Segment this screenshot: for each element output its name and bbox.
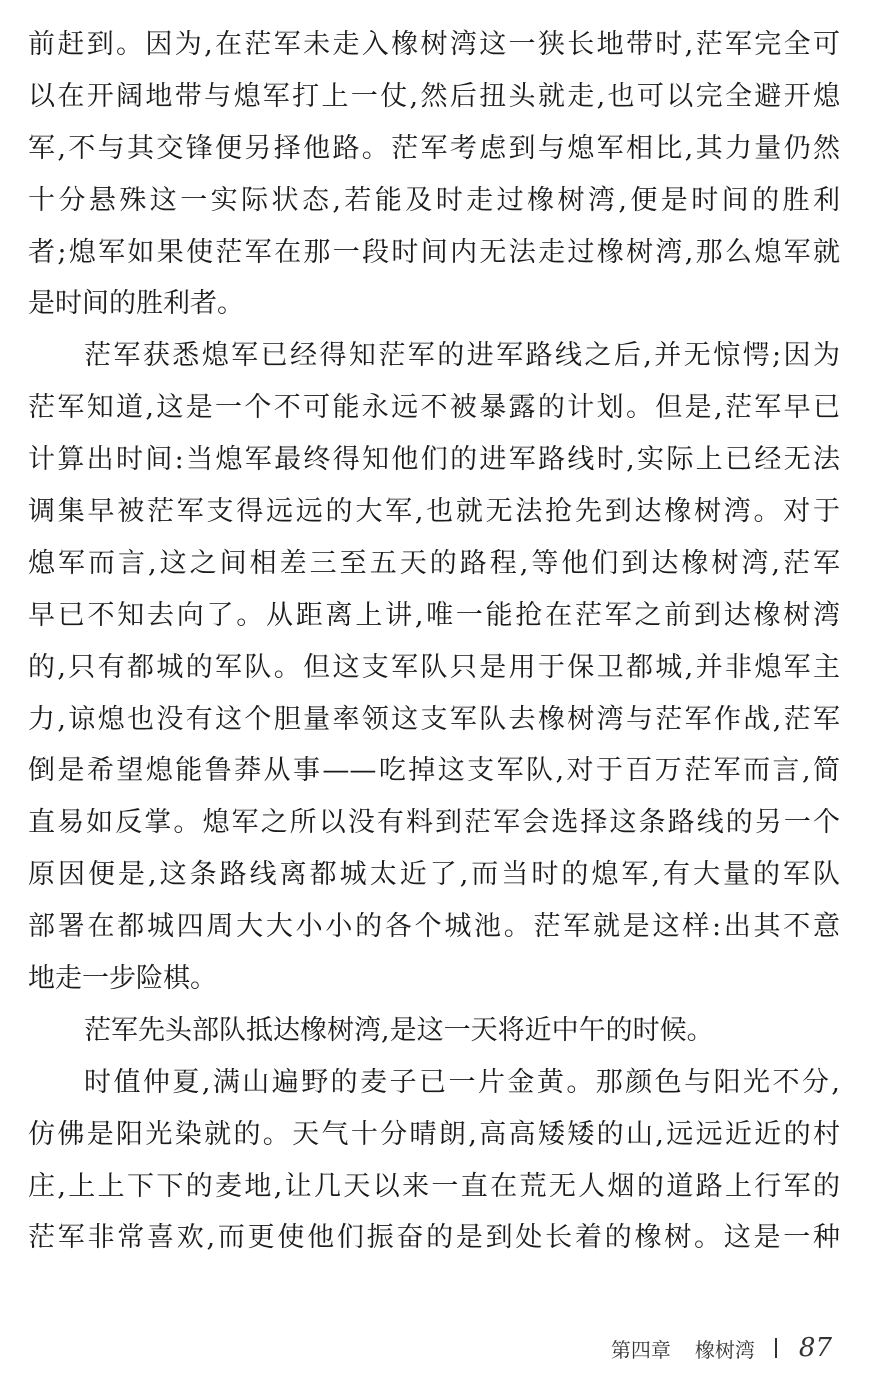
text-line: 庄,上上下下的麦地,让几天以来一直在荒无人烟的道路上行军的 (28, 1170, 840, 1202)
text-line: 茫军获悉熄军已经得知茫军的进军路线之后,并无惊愕;因为 (84, 340, 840, 372)
text-line: 茫军知道,这是一个不可能永远不被暴露的计划。但是,茫军早已 (28, 392, 840, 424)
text-line: 茫军非常喜欢,而更使他们振奋的是到处长着的橡树。这是一种 (28, 1222, 840, 1254)
chapter-label: 第四章 (610, 1337, 671, 1362)
text-line: 地走一步险棋。 (28, 963, 217, 995)
text-line: 茫军先头部队抵达橡树湾,是这一天将近中午的时候。 (84, 1014, 714, 1046)
footer-divider (775, 1338, 777, 1358)
body-text (28, 19, 840, 1264)
text-line: 计算出时间:当熄军最终得知他们的进军路线时,实际上已经无法 (28, 444, 840, 476)
text-line: 力,谅熄也没有这个胆量率领这支军队去橡树湾与茫军作战,茫军 (28, 703, 840, 735)
text-line: 十分悬殊这一实际状态,若能及时走过橡树湾,便是时间的胜利 (28, 184, 840, 216)
page-number: 87 (798, 1333, 832, 1363)
text-line: 时值仲夏,满山遍野的麦子已一片金黄。那颜色与阳光不分, (84, 1066, 840, 1098)
text-line: 是时间的胜利者。 (28, 288, 244, 320)
text-line: 直易如反掌。熄军之所以没有料到茫军会选择这条路线的另一个 (28, 807, 840, 839)
text-line: 仿佛是阳光染就的。天气十分晴朗,高高矮矮的山,远远近近的村 (28, 1118, 840, 1150)
text-line: 者;熄军如果使茫军在那一段时间内无法走过橡树湾,那么熄军就 (28, 236, 840, 268)
text-line: 以在开阔地带与熄军打上一仗,然后扭头就走,也可以完全避开熄 (28, 80, 840, 112)
text-line: 军,不与其交锋便另择他路。茫军考虑到与熄军相比,其力量仍然 (28, 132, 840, 164)
chapter-title: 橡树湾 (694, 1337, 755, 1362)
text-line: 调集早被茫军支得远远的大军,也就无法抢先到达橡树湾。对于 (28, 496, 840, 528)
text-line: 早已不知去向了。从距离上讲,唯一能抢在茫军之前到达橡树湾 (28, 599, 840, 631)
text-line: 原因便是,这条路线离都城太近了,而当时的熄军,有大量的军队 (28, 859, 840, 891)
text-line: 部署在都城四周大大小小的各个城池。茫军就是这样:出其不意 (28, 911, 840, 943)
page-footer (611, 1333, 832, 1363)
text-line: 熄军而言,这之间相差三至五天的路程,等他们到达橡树湾,茫军 (28, 547, 840, 579)
text-line: 的,只有都城的军队。但这支军队只是用于保卫都城,并非熄军主 (28, 651, 840, 683)
text-line: 倒是希望熄能鲁莽从事——吃掉这支军队,对于百万茫军而言,简 (28, 755, 840, 787)
text-line: 前赶到。因为,在茫军未走入橡树湾这一狭长地带时,茫军完全可 (28, 29, 840, 60)
